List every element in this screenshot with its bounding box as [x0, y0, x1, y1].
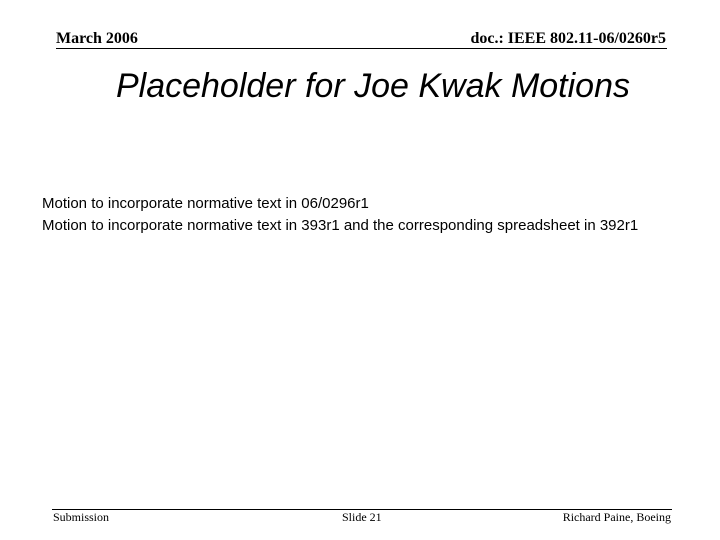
- header-divider: [56, 48, 667, 49]
- footer-author: Richard Paine, Boeing: [562, 510, 671, 524]
- header-date: March 2006: [56, 30, 138, 47]
- slide-body: [42, 193, 702, 237]
- footer-submission: Submission: [53, 510, 110, 524]
- body-line-1: Motion to incorporate normative text in 06/0296r1: [42, 195, 369, 212]
- body-line-2: Motion to incorporate normative text in 393r1 and the corresponding spreadsheet in 392r1: [42, 217, 639, 234]
- slide-title: Placeholder for Joe Kwak Motions: [115, 67, 631, 105]
- header-doc-id: doc.: IEEE 802.11-06/0260r5: [470, 30, 666, 47]
- footer-slide-number: Slide 21: [342, 510, 382, 524]
